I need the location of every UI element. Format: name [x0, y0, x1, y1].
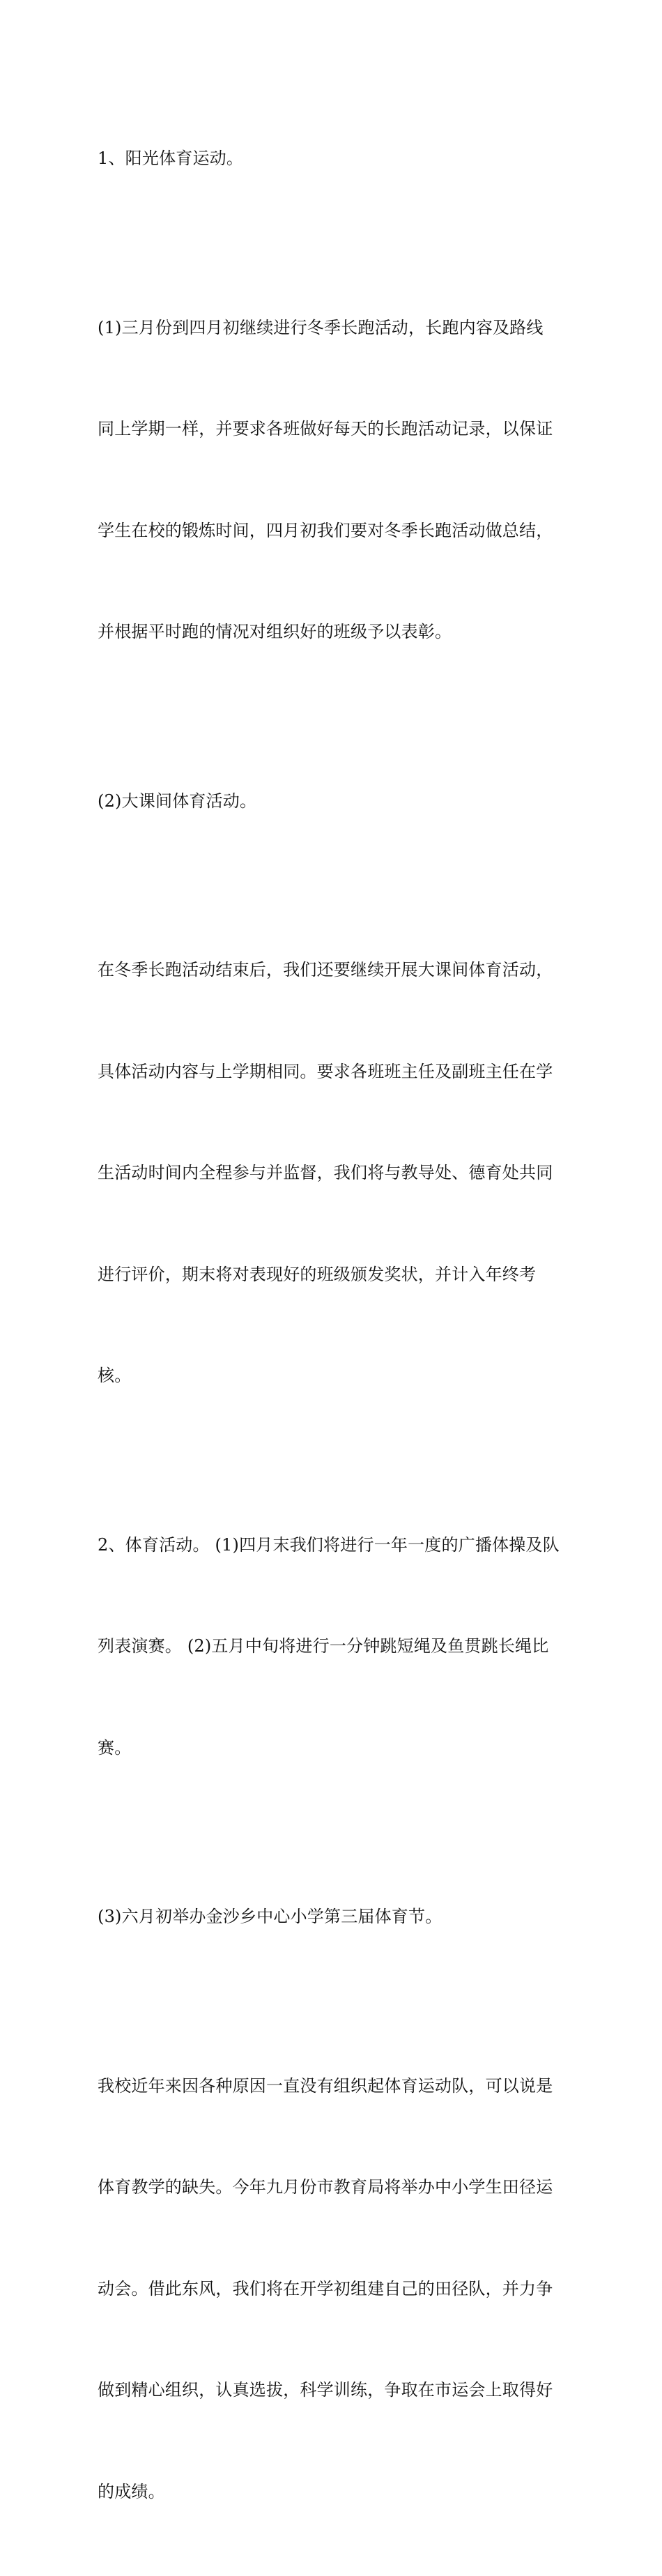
text-line: 同上学期一样，并要求各班做好每天的长跑活动记录，以保证 — [98, 412, 571, 446]
text-line: 做到精心组织，认真选拔，科学训练，争取在市运会上取得好 — [98, 2373, 571, 2407]
subheading-break-activity — [98, 717, 571, 886]
text-line: 1、阳光体育运动。 — [98, 142, 571, 176]
text-line: 的成绩。 — [98, 2475, 571, 2509]
paragraph-track-team — [98, 2002, 571, 2576]
text-line: 动会。借此东风，我们将在开学初组建自己的田径队，并力争 — [98, 2272, 571, 2306]
document-page — [0, 0, 662, 857]
paragraph-winter-running — [98, 243, 571, 717]
text-line: 进行评价，期末将对表现好的班级颁发奖状，并计入年终考 — [98, 1258, 571, 1292]
text-line: 2、体育活动。 (1)四月末我们将进行一年一度的广播体操及队 — [98, 1528, 571, 1562]
text-line: 在冬季长跑活动结束后，我们还要继续开展大课间体育活动， — [98, 953, 571, 987]
paragraph-break-activity — [98, 885, 571, 1461]
text-line: (1)三月份到四月初继续进行冬季长跑活动，长跑内容及路线 — [98, 311, 571, 345]
text-line: 体育教学的缺失。今年九月份市教育局将举办中小学生田径运 — [98, 2170, 571, 2204]
text-line: 生活动时间内全程参与并监督，我们将与教导处、德育处共同 — [98, 1156, 571, 1190]
text-line: 并根据平时跑的情况对组织好的班级予以表彰。 — [98, 615, 571, 649]
text-line: 核。 — [98, 1359, 571, 1393]
text-line: 赛。 — [98, 1731, 571, 1765]
text-line: (2)大课间体育活动。 — [98, 784, 571, 818]
section-sports-activities — [98, 1461, 571, 1833]
text-line: 具体活动内容与上学期相同。要求各班班主任及副班主任在学 — [98, 1055, 571, 1089]
document-body — [98, 74, 571, 2576]
paragraph-sports-festival — [98, 1832, 571, 2002]
text-line: (3)六月初举办金沙乡中心小学第三届体育节。 — [98, 1900, 571, 1934]
text-line: 我校近年来因各种原因一直没有组织起体育运动队，可以说是 — [98, 2069, 571, 2103]
text-line: 列表演赛。 (2)五月中旬将进行一分钟跳短绳及鱼贯跳长绳比 — [98, 1629, 571, 1663]
text-line: 学生在校的锻炼时间，四月初我们要对冬季长跑活动做总结， — [98, 514, 571, 548]
section-heading-sunshine-sports — [98, 74, 571, 243]
